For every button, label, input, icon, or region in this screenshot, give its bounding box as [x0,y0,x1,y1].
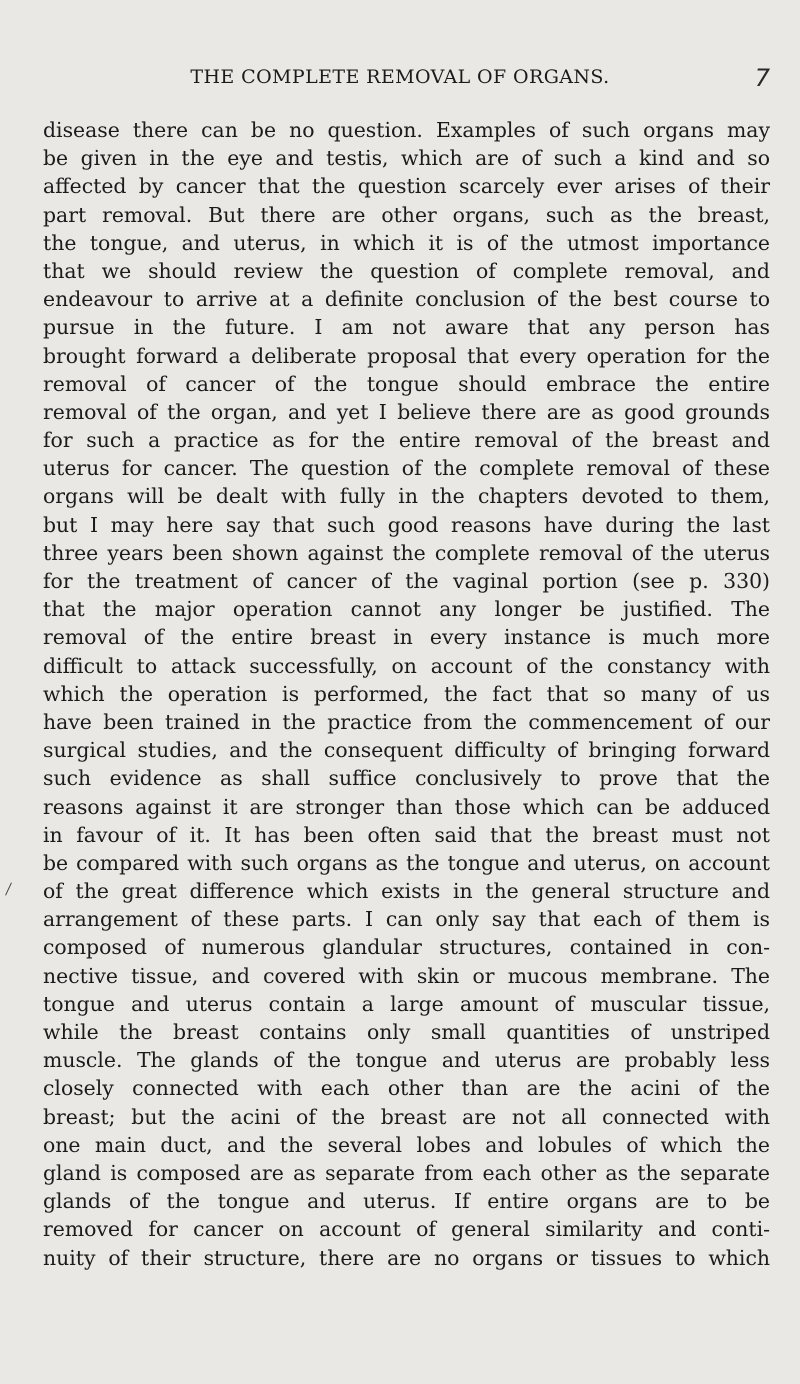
text-line: three years been shown against the complete removal of the uterus [43,540,770,565]
margin-mark [5,882,12,895]
text-line: closely connected with each other than are the acini of the [43,1076,770,1101]
text-line: gland is composed are as separate from each other as the separate [43,1160,770,1185]
text-line: arrangement of these parts. I can only say that each of them is [43,907,770,932]
text-line: organs will be dealt with fully in the chapters devoted to them, [43,484,770,509]
text-line: one main duct, and the several lobes and lobules of which the [43,1132,770,1157]
running-title: THE COMPLETE REMOVAL OF ORGANS. [190,66,610,88]
body-text [43,116,770,1272]
text-line: in favour of it. It has been often said that the breast must not [43,822,770,847]
text-line: disease there can be no question. Examples of such organs may [43,118,770,142]
text-line: nective tissue, and covered with skin or mucous membrane. The [43,963,770,988]
text-line: muscle. The glands of the tongue and uterus are probably less [43,1048,770,1073]
text-line: the tongue, and uterus, in which it is of the utmost importance [43,230,770,255]
text-line: have been trained in the practice from the commencement of our [43,709,770,734]
text-line: breast; but the acini of the breast are not all connected with [43,1104,770,1129]
text-line: uterus for cancer. The question of the complete removal of these [43,456,770,481]
text-line: removal of the organ, and yet I believe there are as good grounds [43,399,770,424]
text-line: reasons against it are stronger than those which can be adduced [43,794,770,819]
text-line: that the major operation cannot any longer be justified. The [43,597,770,622]
page-header [40,66,780,94]
text-line: tongue and uterus contain a large amount of muscular tissue, [43,991,770,1016]
text-line: such evidence as shall suffice conclusively to prove that the [43,766,770,791]
text-line: difficult to attack successfully, on account of the constancy with [43,653,770,678]
text-line: of the great difference which exists in the general structure and [43,879,770,904]
page-number: 7 [754,64,770,92]
text-line: endeavour to arrive at a definite conclusion of the best course to [43,287,770,312]
text-line: for the treatment of cancer of the vaginal portion (see p. 330) [43,569,770,593]
text-line: pursue in the future. I am not aware that any person has [43,315,770,340]
text-line: be given in the eye and testis, which are of such a kind and so [43,146,770,171]
text-line: but I may here say that such good reasons have during the last [43,512,770,537]
text-line: removal of cancer of the tongue should embrace the entire [43,371,770,396]
text-line: removed for cancer on account of general similarity and conti- [43,1217,770,1242]
text-line: which the operation is performed, the fact that so many of us [43,681,770,706]
text-line: that we should review the question of complete removal, and [43,258,770,283]
text-line: while the breast contains only small quantities of unstriped [43,1020,770,1044]
text-line: affected by cancer that the question scarcely ever arises of their [43,174,770,199]
text-line: be compared with such organs as the tongue and uterus, on account [43,850,770,875]
text-line: glands of the tongue and uterus. If entire organs are to be [43,1189,770,1214]
text-line: composed of numerous glandular structures, contained in con- [43,935,770,960]
text-line: for such a practice as for the entire removal of the breast and [43,428,770,453]
text-line: removal of the entire breast in every instance is much more [43,625,770,650]
text-line: nuity of their structure, there are no organs or tissues to which [43,1245,770,1270]
text-line: brought forward a deliberate proposal that every operation for the [43,343,770,368]
text-line: part removal. But there are other organs, such as the breast, [43,202,770,227]
text-line: surgical studies, and the consequent difficulty of bringing forward [43,738,770,763]
